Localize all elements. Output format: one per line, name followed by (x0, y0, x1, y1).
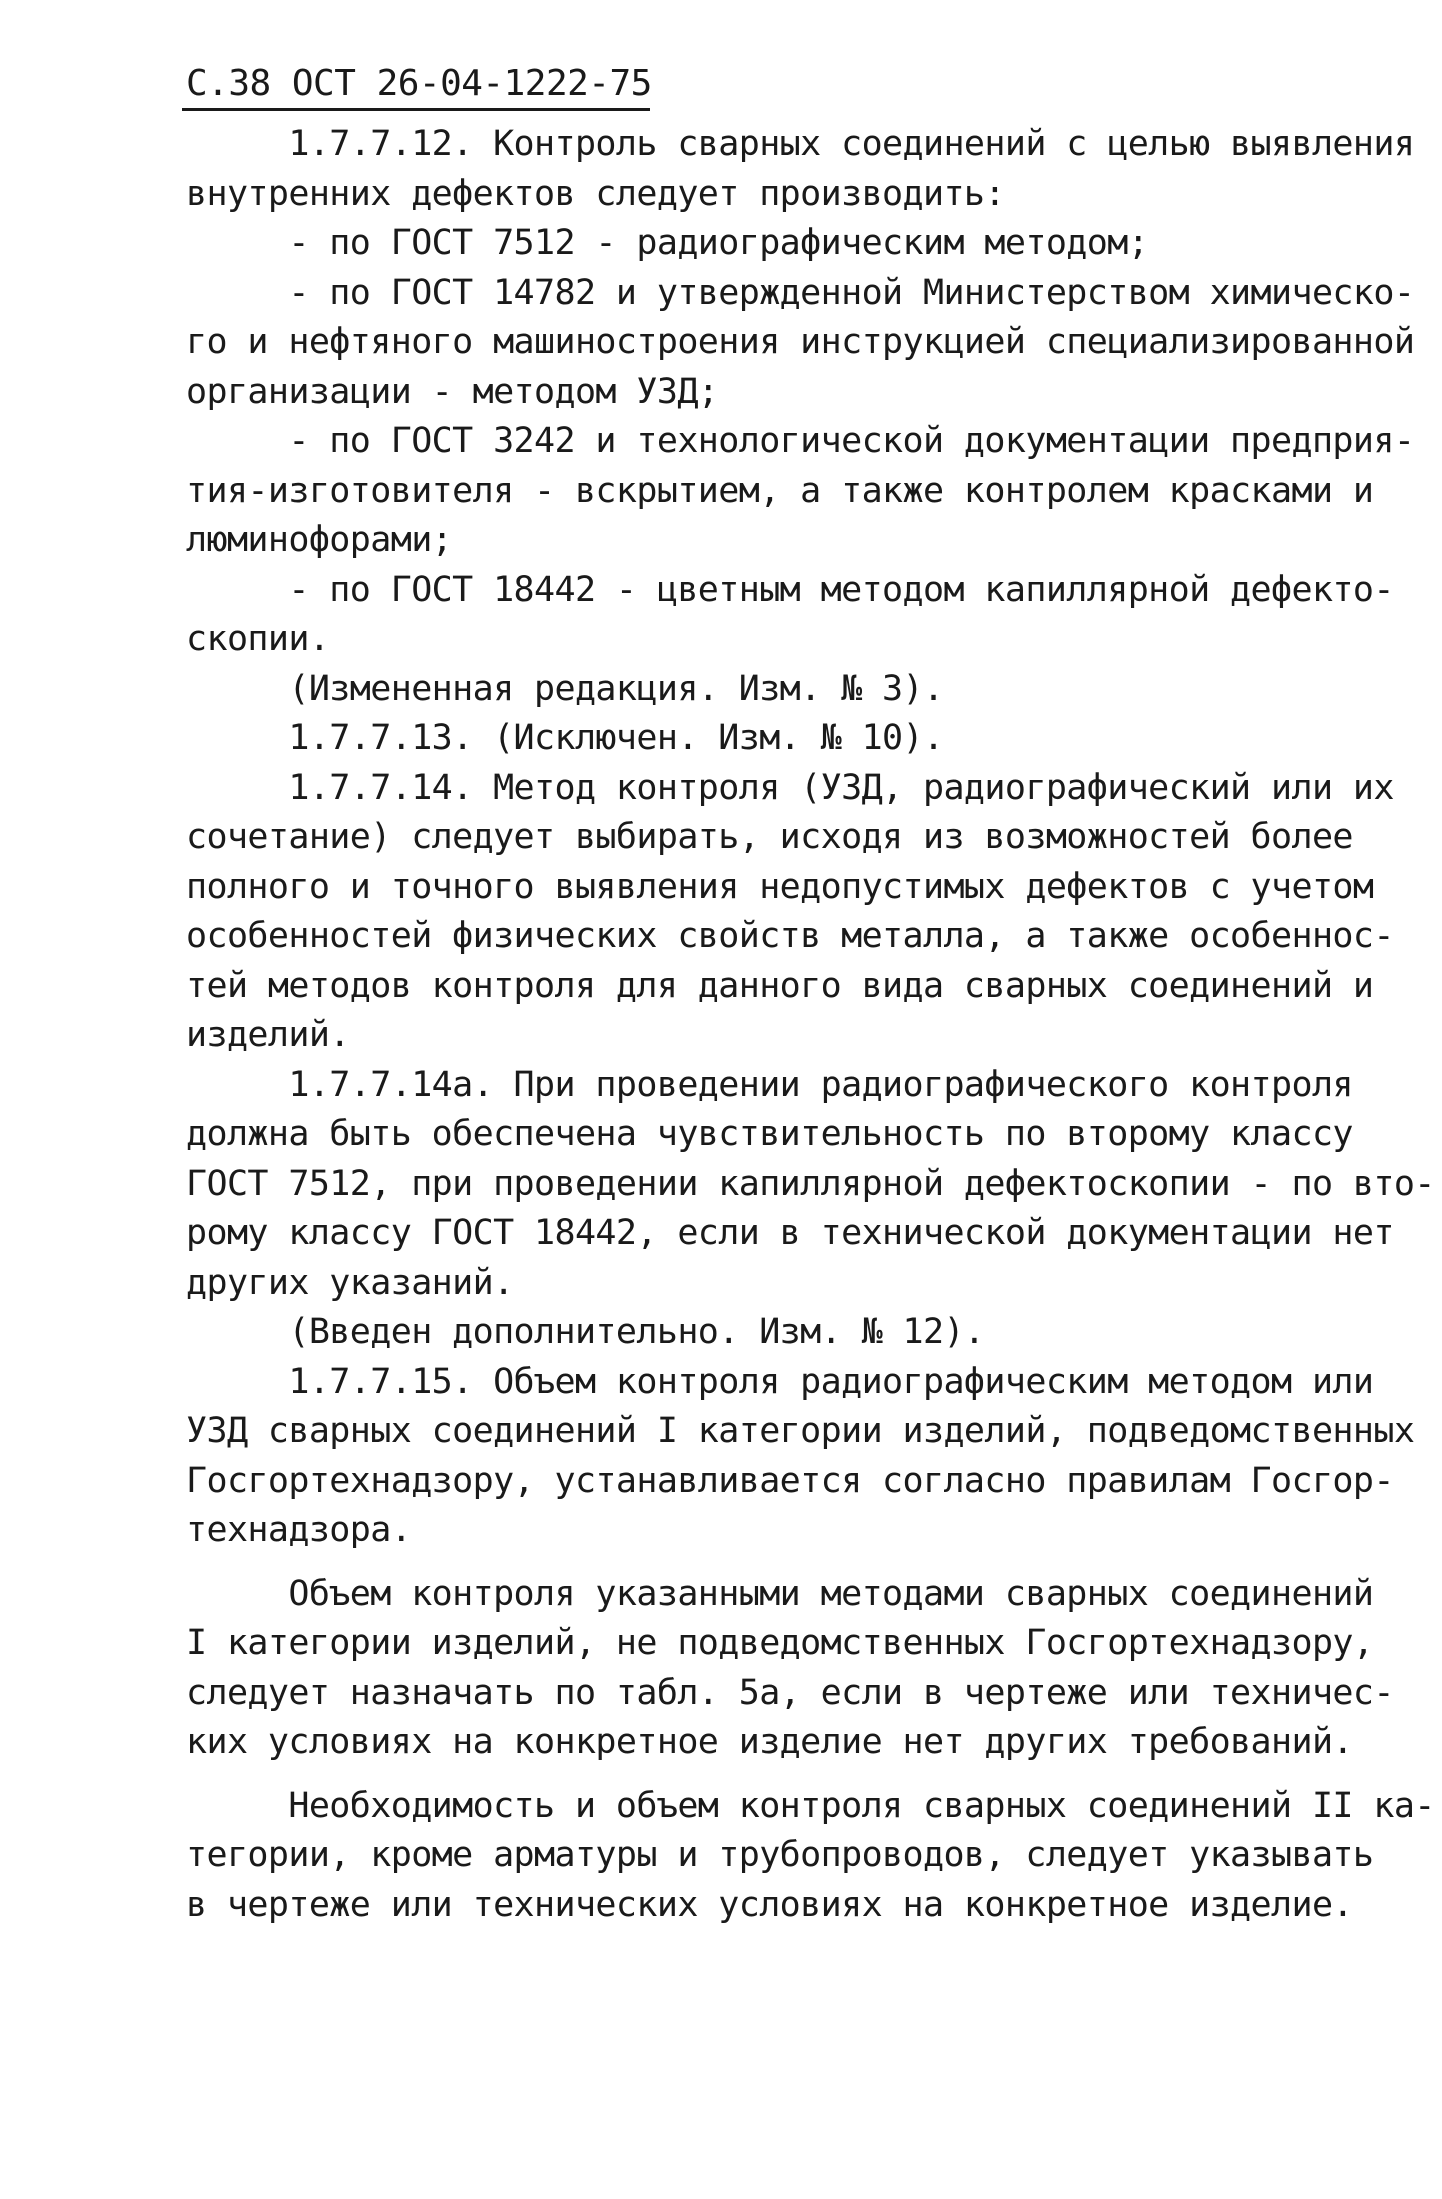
text-line: ГОСТ 7512, при проведении капиллярной дефектоскопии - по вто- (186, 1163, 1435, 1204)
text-line: го и нефтяного машиностроения инструкцией специализированной (186, 322, 1415, 362)
text-line: ких условиях на конкретное изделие нет других требований. (186, 1722, 1353, 1762)
text-line: в чертеже или технических условиях на конкретное изделие. (186, 1884, 1353, 1925)
page-header: С.38 ОСТ 26-04-1222-75 (186, 63, 652, 104)
text-line: технадзора. (186, 1510, 412, 1550)
text-line: - по ГОСТ 3242 и технологической документации предприя- (186, 421, 1415, 461)
text-line: 1.7.7.14а. При проведении радиографического контроля (186, 1064, 1353, 1105)
paragraph-block (186, 120, 1436, 1556)
text-line: 1.7.7.15. Объем контроля радиографическим методом или (186, 1361, 1374, 1402)
paragraph-gap (186, 1556, 1436, 1570)
header-underline (182, 108, 650, 111)
document-body (186, 120, 1436, 1930)
text-line: тия-изготовителя - вскрытием, а также контролем красками и (186, 470, 1374, 511)
text-line: (Измененная редакция. Изм. № 3). (186, 668, 944, 709)
text-line: Госгортехнадзору, устанавливается согласно правилам Госгор- (186, 1460, 1394, 1501)
text-line: - по ГОСТ 7512 - радиографическим методом; (186, 223, 1149, 263)
text-line: УЗД сварных соединений I категории изделий, подведомственных (186, 1411, 1415, 1451)
paragraph-block (186, 1570, 1436, 1768)
text-line: Объем контроля указанными методами сварных соединений (186, 1573, 1374, 1614)
paragraph-gap (186, 1768, 1436, 1782)
text-line: тей методов контроля для данного вида сварных соединений и (186, 965, 1374, 1006)
paragraph-block (186, 1782, 1436, 1931)
text-line: I категории изделий, не подведомственных Госгортехнадзору, (186, 1623, 1374, 1663)
text-line: внутренних дефектов следует производить: (186, 173, 1005, 214)
text-line: других указаний. (186, 1262, 514, 1303)
text-line: тегории, кроме арматуры и трубопроводов, следует указывать (186, 1835, 1374, 1875)
text-line: особенностей физических свойств металла, а также особеннос- (186, 916, 1394, 956)
text-line: рому классу ГОСТ 18442, если в технической документации нет (186, 1213, 1394, 1253)
text-line: - по ГОСТ 14782 и утвержденной Министерством химическо- (186, 272, 1415, 313)
text-line: скопии. (186, 619, 330, 659)
text-line: следует назначать по табл. 5а, если в чертеже или техничес- (186, 1672, 1394, 1713)
text-line: 1.7.7.14. Метод контроля (УЗД, радиографический или их (186, 767, 1394, 808)
text-line: Необходимость и объем контроля сварных соединений II ка- (186, 1785, 1435, 1826)
text-line: сочетание) следует выбирать, исходя из возможностей более (186, 817, 1353, 857)
text-line: изделий. (186, 1015, 350, 1055)
text-line: должна быть обеспечена чувствительность по второму классу (186, 1114, 1353, 1154)
text-line: 1.7.7.13. (Исключен. Изм. № 10). (186, 718, 944, 758)
text-line: организации - методом УЗД; (186, 371, 719, 412)
text-line: люминофорами; (186, 520, 453, 560)
text-line: 1.7.7.12. Контроль сварных соединений с целью выявления (186, 124, 1415, 164)
text-line: (Введен дополнительно. Изм. № 12). (186, 1312, 985, 1352)
text-line: - по ГОСТ 18442 - цветным методом капиллярной дефекто- (186, 569, 1394, 610)
text-line: полного и точного выявления недопустимых дефектов с учетом (186, 866, 1374, 907)
